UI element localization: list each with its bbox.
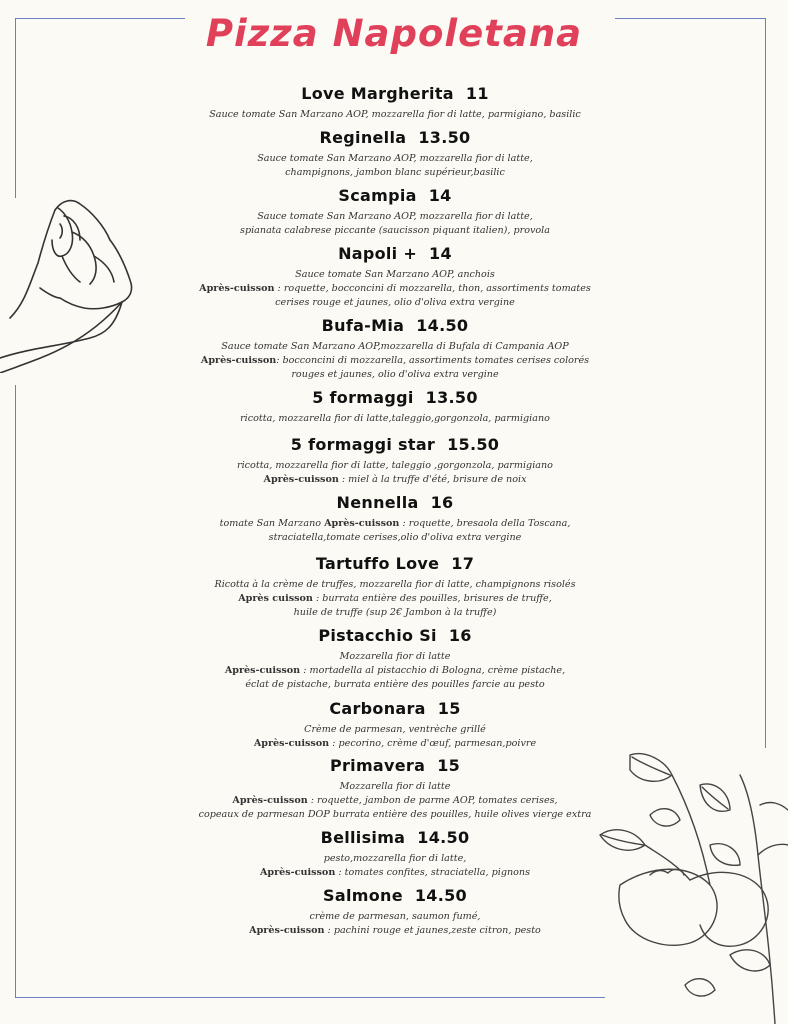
pizza-description-line bbox=[140, 473, 650, 487]
pizza-description-line bbox=[140, 412, 650, 426]
description-text: spianata calabrese piccante (saucisson piquant italien), provola bbox=[240, 225, 550, 236]
after-baking-label: Après-cuisson bbox=[324, 518, 400, 529]
pizza-price: 14.50 bbox=[416, 316, 469, 335]
pizza-price: 14.50 bbox=[414, 886, 467, 905]
menu-item bbox=[140, 185, 650, 238]
description-text: Mozzarella fior di latte bbox=[339, 651, 451, 662]
pizza-description-line bbox=[140, 166, 650, 180]
pizza-description-line bbox=[140, 152, 650, 166]
pizza-name bbox=[140, 827, 650, 849]
after-baking-label: Après-cuisson bbox=[259, 867, 336, 878]
pizza-price: 17 bbox=[451, 554, 475, 573]
after-baking-label: Après-cuisson bbox=[200, 355, 277, 366]
description-text: Crème de parmesan, ventrèche grillé bbox=[304, 724, 486, 735]
menu-list bbox=[140, 78, 650, 938]
pizza-name bbox=[140, 698, 650, 720]
pizza-name bbox=[140, 127, 650, 149]
pizza-price: 14.50 bbox=[417, 828, 470, 847]
pizza-title: Carbonara bbox=[329, 699, 426, 718]
description-text: : pachini rouge et jaunes,zeste citron, pesto bbox=[324, 925, 541, 936]
pizza-description-line bbox=[140, 808, 650, 822]
pizza-name bbox=[140, 492, 650, 514]
pizza-price: 15 bbox=[437, 756, 461, 775]
pizza-title: Salmone bbox=[323, 886, 403, 905]
pizza-price: 15.50 bbox=[447, 435, 500, 454]
pizza-description-line bbox=[140, 578, 650, 592]
description-text: ricotta, mozzarella fior di latte, taleggio ,gorgonzola, parmigiano bbox=[237, 460, 553, 471]
menu-item bbox=[140, 243, 650, 310]
description-text: cerises rouge et jaunes, olio d'oliva extra vergine bbox=[275, 297, 515, 308]
description-prefix: tomate San Marzano bbox=[219, 518, 325, 529]
description-text: : burrata entière des pouilles, brisures de truffe, bbox=[312, 593, 552, 604]
description-text: : pecorino, crème d'œuf, parmesan,poivre bbox=[329, 738, 537, 749]
pizza-description-line bbox=[140, 924, 650, 938]
pizza-description-line bbox=[140, 592, 650, 606]
menu-item bbox=[140, 885, 650, 938]
after-baking-label: Après-cuisson bbox=[263, 474, 339, 485]
pizza-title: 5 formaggi bbox=[312, 388, 414, 407]
pizza-description-line bbox=[140, 340, 650, 354]
pizza-description-line bbox=[140, 780, 650, 794]
pizza-title: Reginella bbox=[319, 128, 407, 147]
after-baking-label: Après-cuisson bbox=[253, 738, 330, 749]
description-text: champignons, jambon blanc supérieur,basilic bbox=[285, 167, 505, 178]
pizza-title: Bufa-Mia bbox=[321, 316, 405, 335]
pizza-description-line bbox=[140, 210, 650, 224]
pizza-title: Napoli + bbox=[338, 244, 418, 263]
menu-item bbox=[140, 387, 650, 426]
after-baking-label: Après-cuisson bbox=[232, 795, 308, 806]
pizza-name bbox=[140, 434, 650, 456]
pizza-price: 11 bbox=[465, 84, 489, 103]
description-text: : miel à la truffe d'été, brisure de noix bbox=[338, 474, 527, 485]
pizza-description-line bbox=[140, 866, 650, 880]
pizza-name bbox=[140, 83, 650, 105]
pizza-description-line bbox=[140, 517, 650, 531]
description-text: Sauce tomate San Marzano AOP, mozzarella fior di latte, bbox=[257, 211, 533, 222]
pizza-title: Pistacchio Si bbox=[318, 626, 437, 645]
pizza-description-line bbox=[140, 664, 650, 678]
description-text: Ricotta à la crème de truffes, mozzarella fior di latte, champignons risolés bbox=[214, 579, 576, 590]
pizza-description-line bbox=[140, 282, 650, 296]
description-text: : mortadella al pistacchio di Bologna, crème pistache, bbox=[300, 665, 566, 676]
description-text: crème de parmesan, saumon fumé, bbox=[309, 911, 481, 922]
description-text: rouges et jaunes, olio d'oliva extra vergine bbox=[291, 369, 499, 380]
description-text: : roquette, jambon de parme AOP, tomates cerises, bbox=[307, 795, 558, 806]
pizza-price: 13.50 bbox=[418, 128, 471, 147]
pizza-description-line bbox=[140, 723, 650, 737]
frame-line bbox=[765, 18, 766, 748]
pizza-title: Scampia bbox=[338, 186, 417, 205]
pizza-name bbox=[140, 243, 650, 265]
pizza-price: 16 bbox=[430, 493, 454, 512]
pizza-description-line bbox=[140, 910, 650, 924]
after-baking-label: Après cuisson bbox=[238, 593, 313, 604]
description-text: ricotta, mozzarella fior di latte,taleggio,gorgonzola, parmigiano bbox=[240, 413, 550, 424]
description-text: : roquette, bocconcini di mozzarella, thon, assortiments tomates bbox=[274, 283, 591, 294]
pizza-description-line bbox=[140, 224, 650, 238]
description-text: Mozzarella fior di latte bbox=[339, 781, 451, 792]
description-text: huile de truffe (sup 2€ Jambon à la truffe) bbox=[293, 607, 497, 618]
pizza-name bbox=[140, 387, 650, 409]
description-text: éclat de pistache, burrata entière des pouilles farcie au pesto bbox=[245, 679, 545, 690]
pizza-title: Primavera bbox=[329, 756, 426, 775]
description-text: : roquette, bresaola della Toscana, bbox=[399, 518, 571, 529]
description-text: copeaux de parmesan DOP burrata entière des pouilles, huile olives vierge extra bbox=[198, 809, 592, 820]
pizza-title: Love Margherita bbox=[301, 84, 454, 103]
pizza-description-line bbox=[140, 108, 650, 122]
description-text: : tomates confites, straciatella, pignons bbox=[335, 867, 531, 878]
pizza-title: Nennella bbox=[336, 493, 419, 512]
menu-item bbox=[140, 315, 650, 382]
menu-item bbox=[140, 698, 650, 751]
after-baking-label: Après-cuisson bbox=[199, 283, 275, 294]
description-text: Sauce tomate San Marzano AOP, mozzarella fior di latte, bbox=[257, 153, 533, 164]
pizza-title: 5 formaggi star bbox=[290, 435, 436, 454]
pizza-price: 16 bbox=[448, 626, 472, 645]
pizza-price: 14 bbox=[429, 244, 452, 263]
description-text: Sauce tomate San Marzano AOP, mozzarella fior di latte, parmigiano, basilic bbox=[209, 109, 581, 120]
pizza-price: 15 bbox=[437, 699, 461, 718]
pizza-description-line bbox=[140, 354, 650, 368]
pizza-name bbox=[140, 885, 650, 907]
menu-item bbox=[140, 83, 650, 122]
pizza-name bbox=[140, 553, 650, 575]
pizza-description-line bbox=[140, 268, 650, 282]
pizza-name bbox=[140, 315, 650, 337]
pizza-title: Tartuffo Love bbox=[315, 554, 440, 573]
pizza-description-line bbox=[140, 650, 650, 664]
pizza-name bbox=[140, 185, 650, 207]
pizza-description-line bbox=[140, 852, 650, 866]
menu-item bbox=[140, 434, 650, 487]
page-title: Pizza Napoletana bbox=[205, 12, 583, 55]
menu-item bbox=[140, 827, 650, 880]
pizza-title: Bellisima bbox=[320, 828, 406, 847]
description-text: straciatella,tomate cerises,olio d'oliva extra vergine bbox=[268, 532, 522, 543]
pizza-name bbox=[140, 625, 650, 647]
menu-item bbox=[140, 127, 650, 180]
description-text: pesto,mozzarella fior di latte, bbox=[323, 853, 467, 864]
frame-line bbox=[15, 385, 16, 997]
menu-item bbox=[140, 755, 650, 822]
menu-item bbox=[140, 492, 650, 545]
menu-item bbox=[140, 553, 650, 620]
description-text: Sauce tomate San Marzano AOP,mozzarella di Bufala di Campania AOP bbox=[221, 341, 569, 352]
pizza-price: 14 bbox=[428, 186, 452, 205]
pizza-description-line bbox=[140, 737, 650, 751]
description-text: : bocconcini di mozzarella, assortiments tomates cerises colorés bbox=[276, 355, 590, 366]
pizza-description-line bbox=[140, 459, 650, 473]
pizza-name bbox=[140, 755, 650, 777]
pizza-description-line bbox=[140, 606, 650, 620]
pizza-description-line bbox=[140, 678, 650, 692]
frame-line bbox=[15, 997, 605, 998]
pizza-description-line bbox=[140, 531, 650, 545]
after-baking-label: Après-cuisson bbox=[224, 665, 301, 676]
italian-hand-gesture-icon bbox=[0, 198, 140, 373]
pizza-description-line bbox=[140, 296, 650, 310]
after-baking-label: Après-cuisson bbox=[249, 925, 325, 936]
pizza-description-line bbox=[140, 794, 650, 808]
pizza-price: 13.50 bbox=[425, 388, 478, 407]
description-text: Sauce tomate San Marzano AOP, anchois bbox=[295, 269, 495, 280]
pizza-description-line bbox=[140, 368, 650, 382]
menu-item bbox=[140, 625, 650, 692]
